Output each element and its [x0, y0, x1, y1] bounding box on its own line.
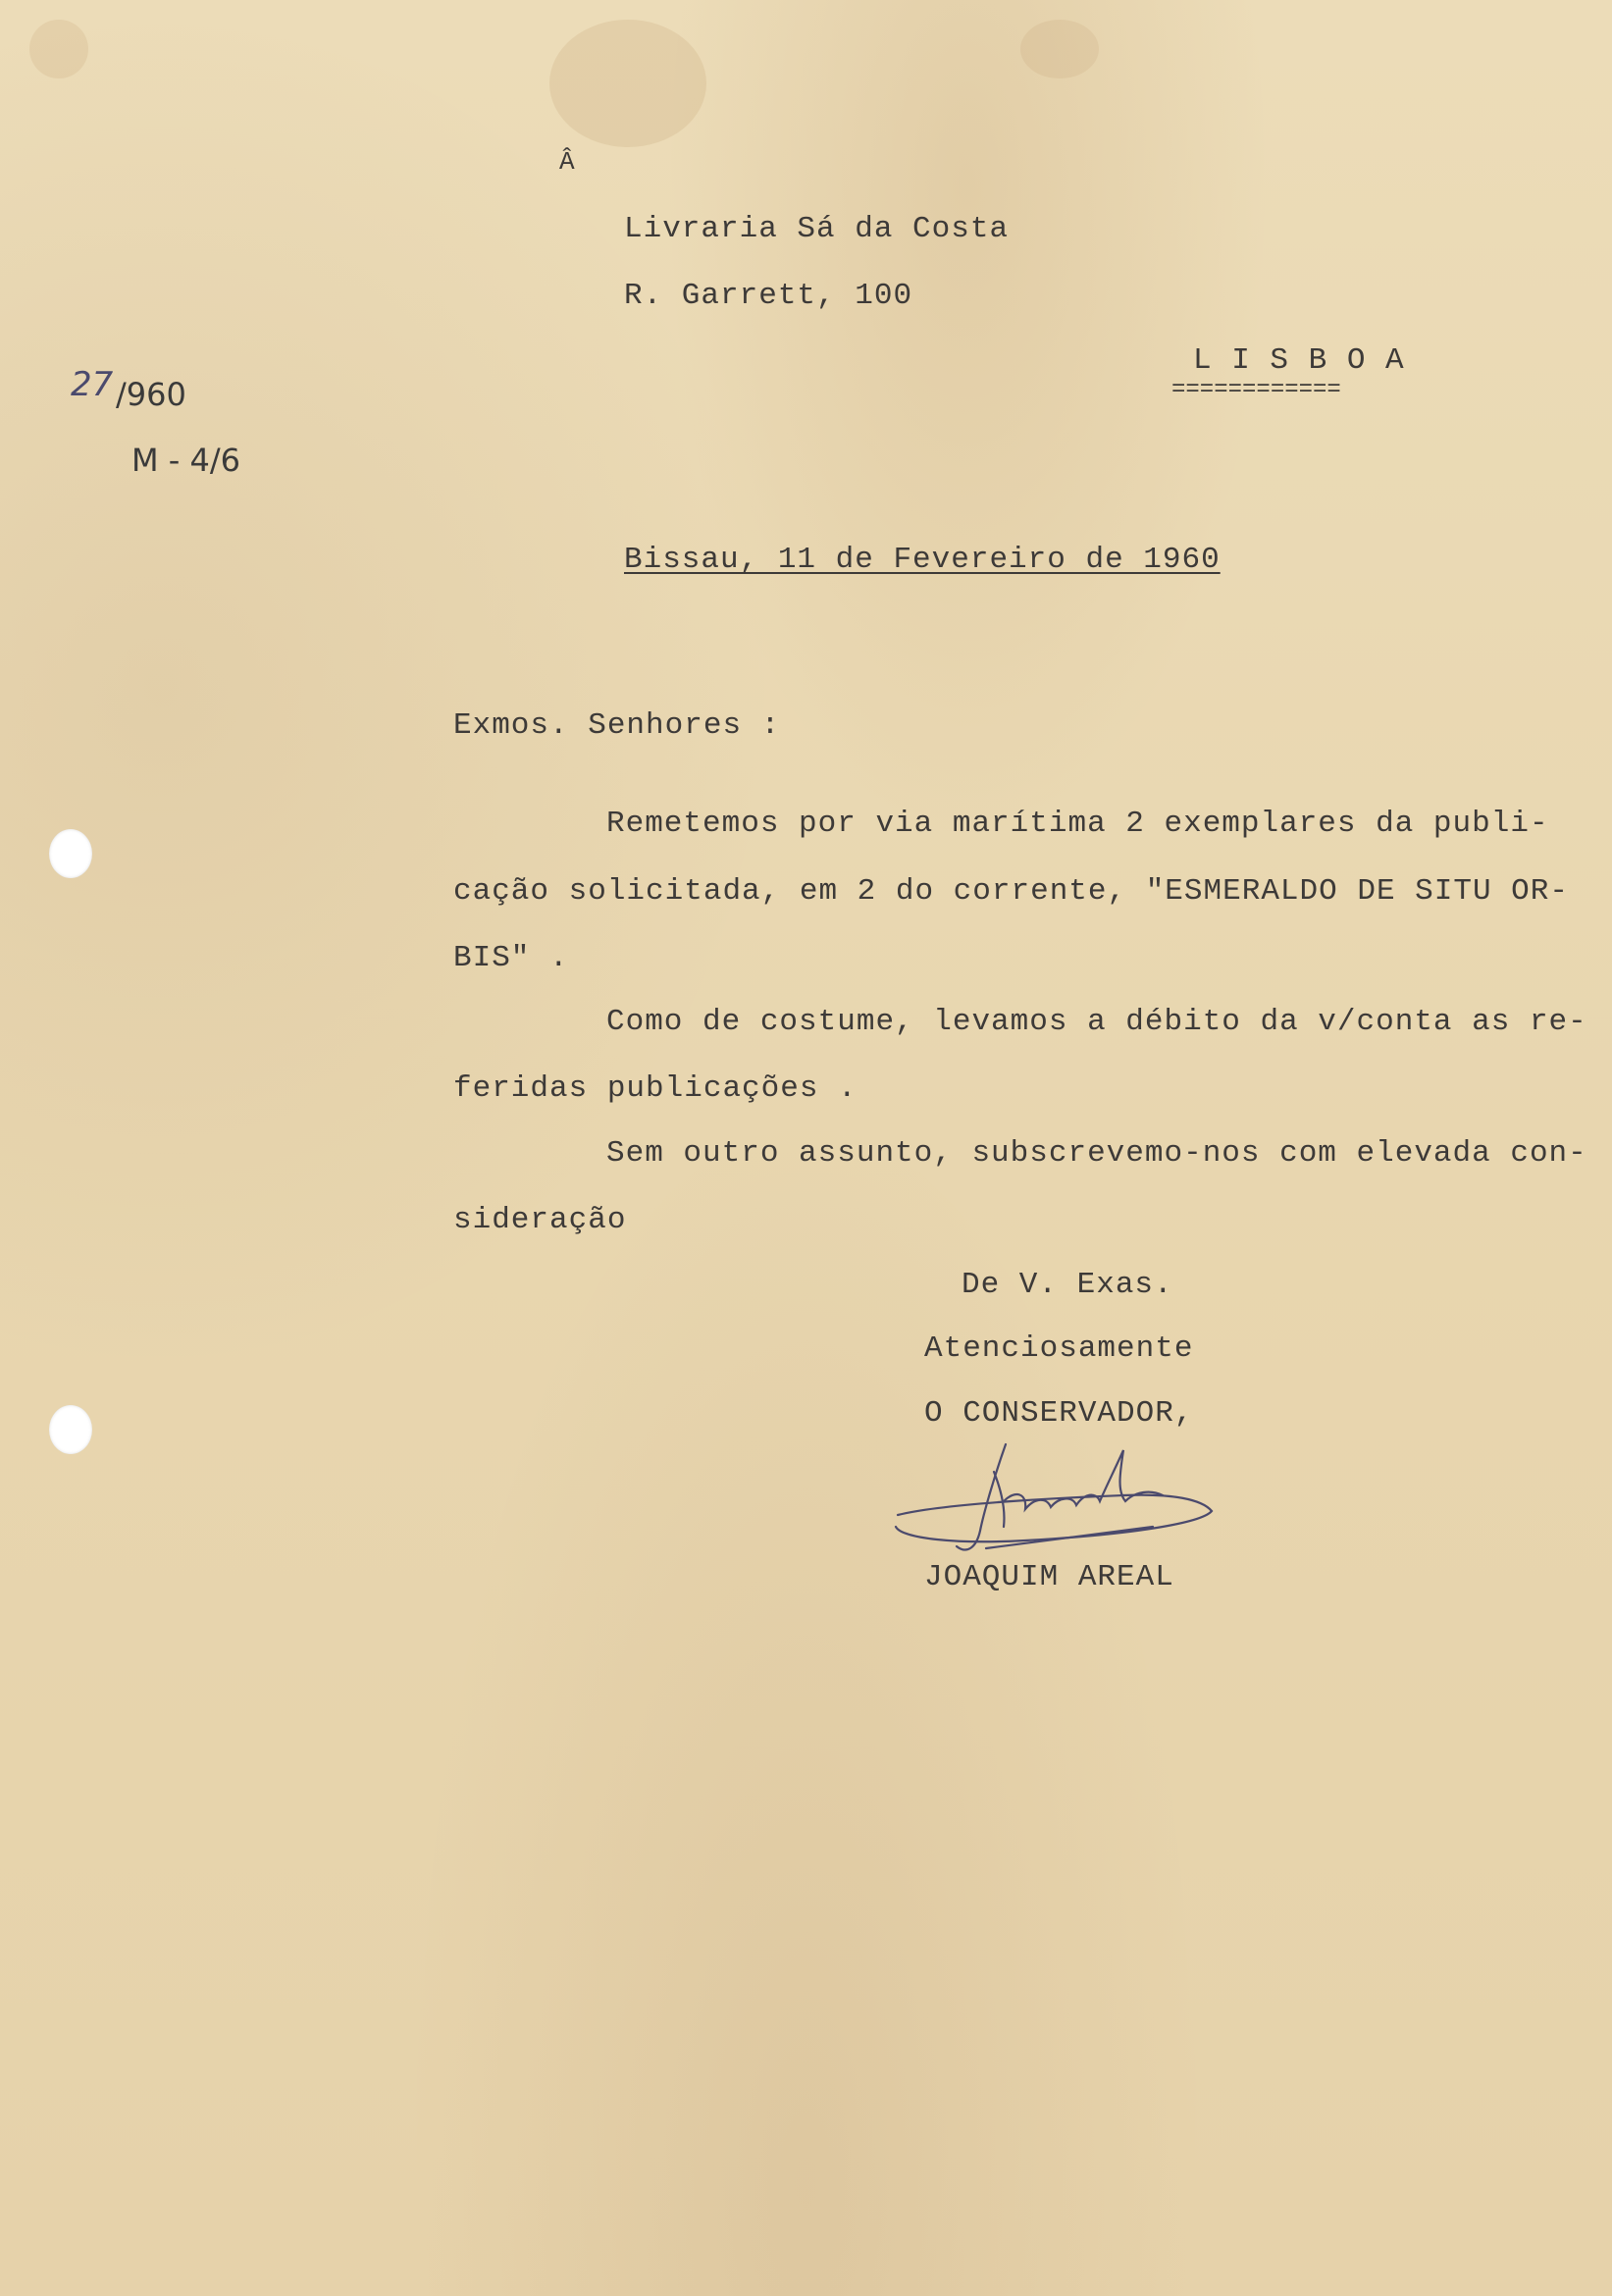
recipient-name: Livraria Sá da Costa	[624, 212, 1010, 246]
closing-line2: Atenciosamente	[924, 1331, 1194, 1366]
recipient-city: L I S B O A	[1193, 343, 1405, 378]
paper-stain	[549, 20, 706, 147]
body-p1-line1: Remetemos por via marítima 2 exemplares da publi-	[606, 807, 1549, 841]
body-p2-line2: feridas publicações .	[453, 1071, 858, 1106]
reference-number: 27	[71, 365, 114, 404]
body-p3-line1: Sem outro assunto, subscrevemo-nos com elevada con-	[606, 1136, 1587, 1171]
top-mark: Â	[559, 147, 576, 177]
date-line: Bissau, 11 de Fevereiro de 1960	[624, 543, 1221, 577]
handwritten-signature	[878, 1433, 1231, 1570]
recipient-street: R. Garrett, 100	[624, 279, 913, 313]
salutation: Exmos. Senhores :	[453, 708, 781, 743]
signer-name: JOAQUIM AREAL	[924, 1560, 1174, 1594]
body-p3-line2: sideração	[453, 1203, 627, 1237]
signature-text: Jhaal	[1074, 1470, 1086, 1473]
reference-year: /960	[116, 376, 186, 413]
paper-stain	[29, 20, 88, 78]
paper-stain	[1020, 20, 1099, 78]
city-underline: ============	[1171, 377, 1341, 403]
body-p1-line3: BIS" .	[453, 941, 569, 975]
file-code: M - 4/6	[131, 442, 240, 479]
body-p1-line2: cação solicitada, em 2 do corrente, "ESMERALDO DE SITU OR-	[453, 874, 1569, 909]
punch-hole-top	[49, 829, 92, 878]
punch-hole-bottom	[49, 1405, 92, 1454]
closing-line1: De V. Exas.	[962, 1268, 1173, 1302]
body-p2-line1: Como de costume, levamos a débito da v/conta as re-	[606, 1005, 1587, 1039]
closing-line3: O CONSERVADOR,	[924, 1396, 1194, 1431]
